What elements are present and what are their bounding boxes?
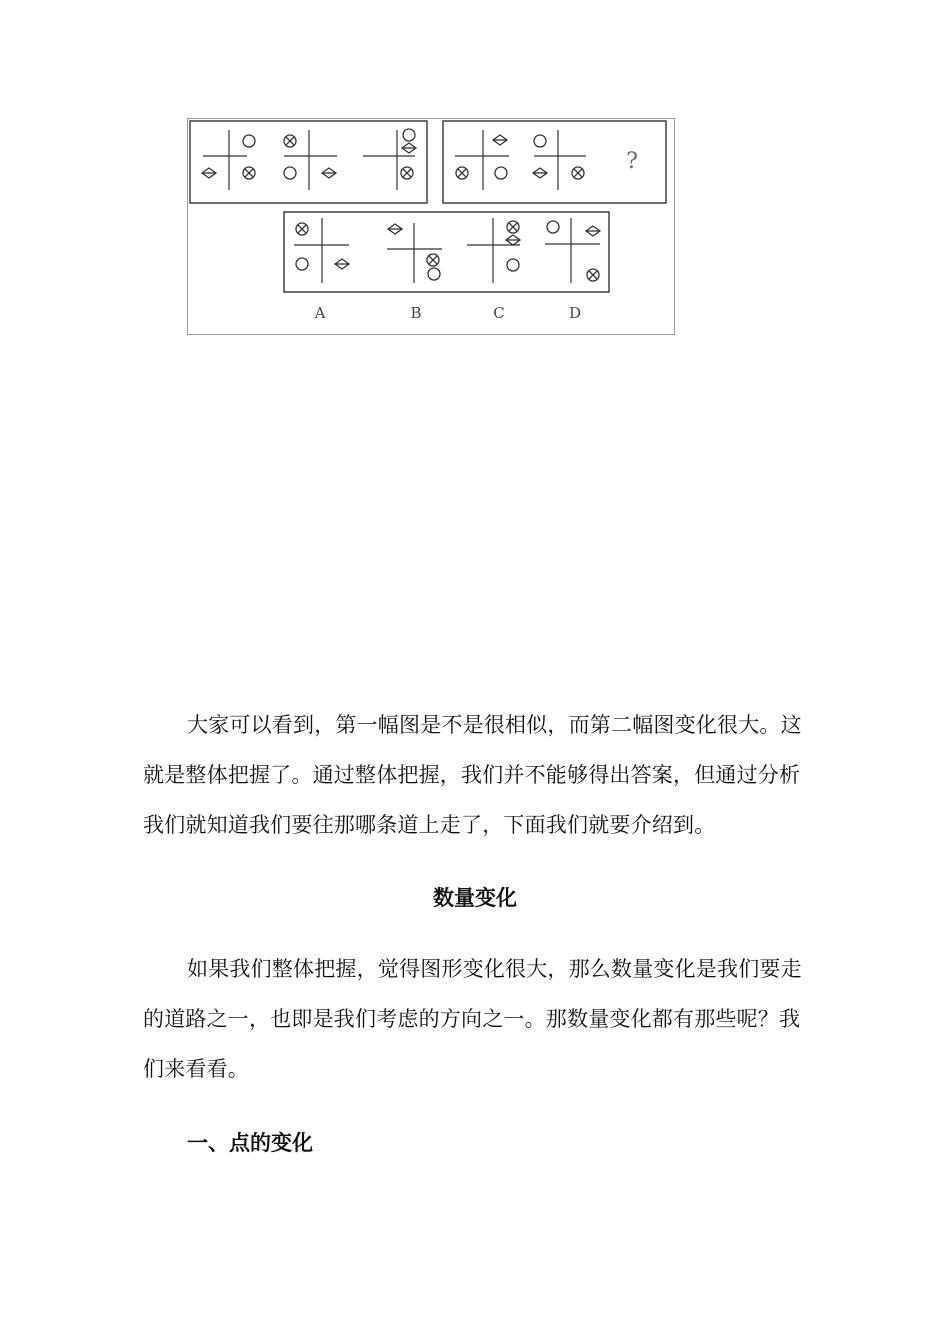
section-title: 数量变化	[433, 886, 517, 910]
cell-1-2	[284, 130, 337, 190]
cell-1-1	[202, 130, 255, 190]
cell-2-1	[455, 130, 509, 190]
cell-2-2	[533, 130, 586, 190]
option-label-b: B	[410, 304, 422, 322]
options-panel	[284, 212, 609, 292]
option-label-c: C	[493, 304, 505, 322]
paragraph-2: 如果我们整体把握，觉得图形变化很大，那么数量变化是我们要走的道路之一，也即是我们考虑的方向之一。那数量变化都有那些呢？我们来看看。	[143, 957, 802, 1081]
option-b-figure	[387, 223, 442, 283]
option-label-d: D	[568, 304, 582, 322]
option-a-figure	[294, 218, 349, 283]
option-d-figure	[545, 218, 600, 283]
cell-1-3	[363, 129, 416, 190]
option-c-figure	[467, 218, 520, 283]
question-mark: ?	[626, 149, 638, 174]
paragraph-1: 大家可以看到，第一幅图是不是很相似，而第二幅图变化很大。这就是整体把握了。通过整体把握，我们并不能够得出答案，但通过分析我们就知道我们要往那哪条道上走了，下面我们就要介绍到。	[143, 713, 802, 837]
puzzle-figure	[187, 118, 675, 335]
option-label-a: A	[314, 304, 326, 322]
subheading: 一、点的变化	[187, 1131, 313, 1155]
